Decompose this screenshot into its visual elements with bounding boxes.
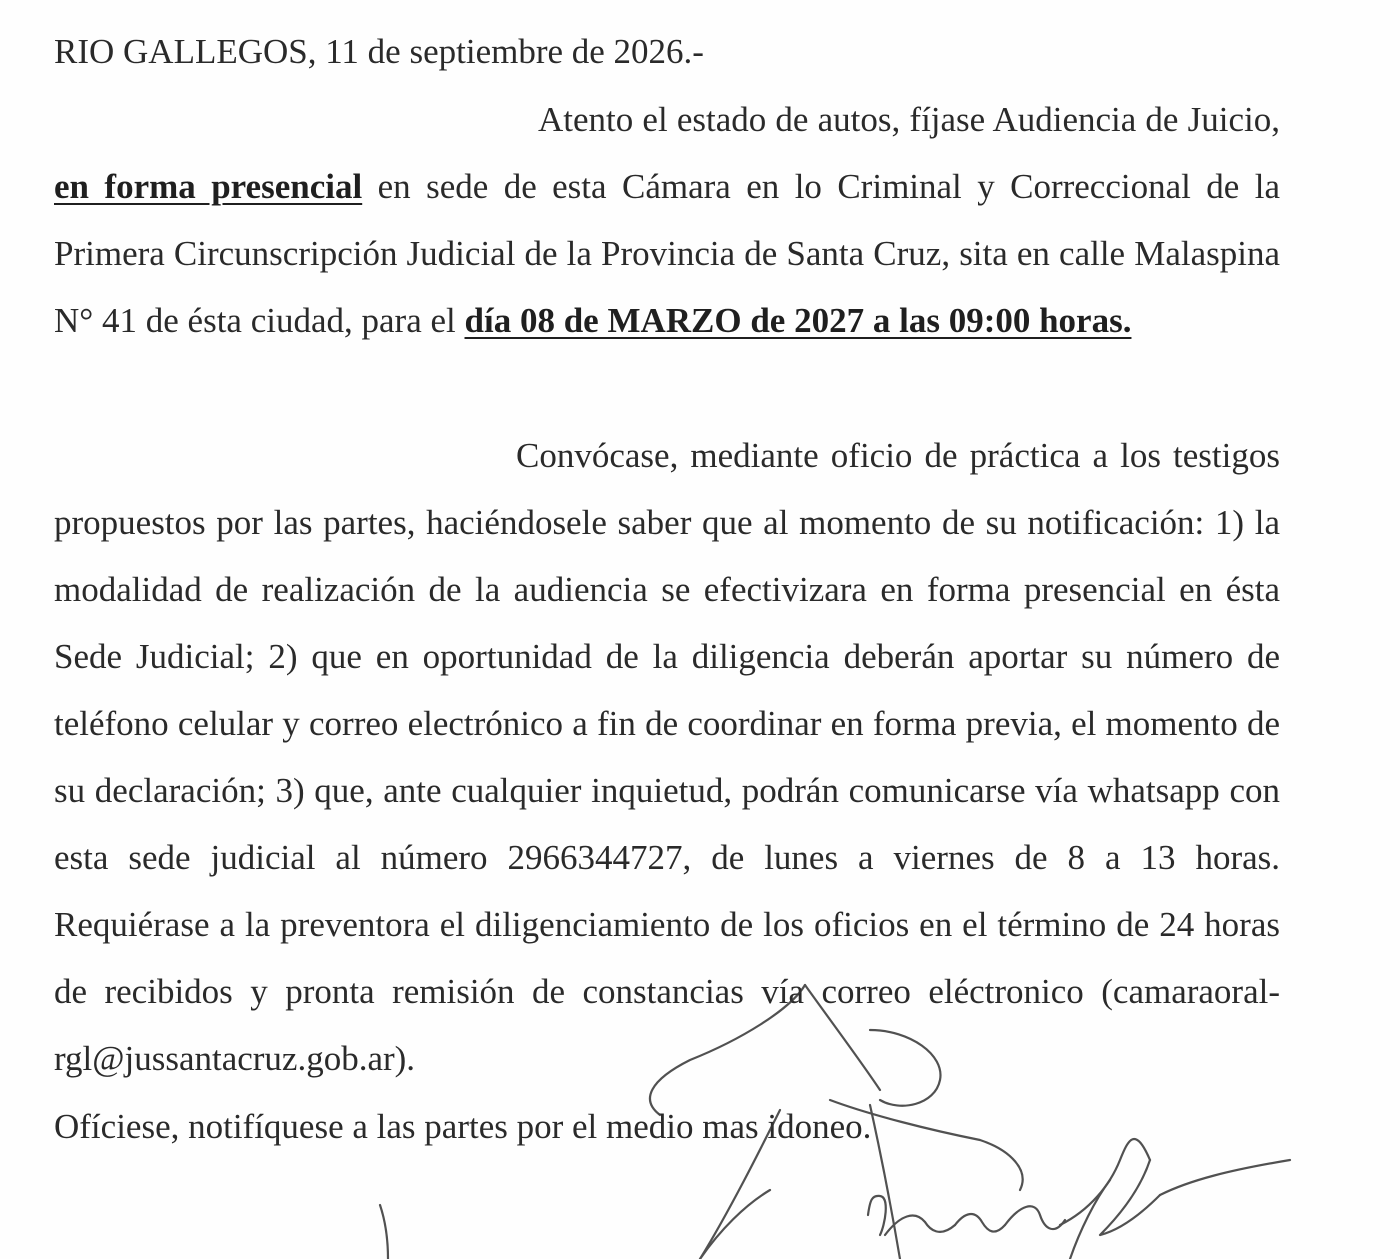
paragraph-notify: Ofíciese, notifíquese a las partes por el medio mas idoneo. xyxy=(54,1107,872,1146)
paragraph-hearing-text-2: en sede de esta Cámara en lo Criminal y Correccional de la Primera Circunscripción Judicial de la Provincia de Santa Cruz, sita en calle Malaspina N° 41 de ésta ciudad, para el xyxy=(54,167,1280,340)
paragraph-hearing xyxy=(54,86,1280,354)
paragraph-hearing-text-1: Atento el estado de autos, fíjase Audiencia de Juicio, xyxy=(538,100,1280,139)
in-person-emphasis: en forma presencial xyxy=(54,167,363,206)
dateline: RIO GALLEGOS, 11 de septiembre de 2026.- xyxy=(54,32,704,71)
paragraph-witnesses: Convócase, mediante oficio de práctica a los testigos propuestos por las partes, haciéndosele saber que al momento de su notificación: 1) la modalidad de realización de la audiencia se efectivizara en forma presencial en ésta Sede Judicial; 2) que en oportunidad de la diligencia deberán aportar su número de teléfono celular y correo electrónico a fin de coordinar en forma previa, el momento de su declaración; 3) que, ante cualquier inquietud, podrán comunicarse vía whatsapp con esta sede judicial al número 2966344727, de lunes a viernes de 8 a 13 horas. Requiérase a la preventora el diligenciamiento de los oficios en el término de 24 horas de recibidos y pronta remisión de constancias vía correo eléctronico (camaraoral-rgl@jussantacruz.gob.ar). xyxy=(54,436,1280,1078)
hearing-date-emphasis: día 08 de MARZO de 2027 a las 09:00 horas. xyxy=(464,301,1132,340)
